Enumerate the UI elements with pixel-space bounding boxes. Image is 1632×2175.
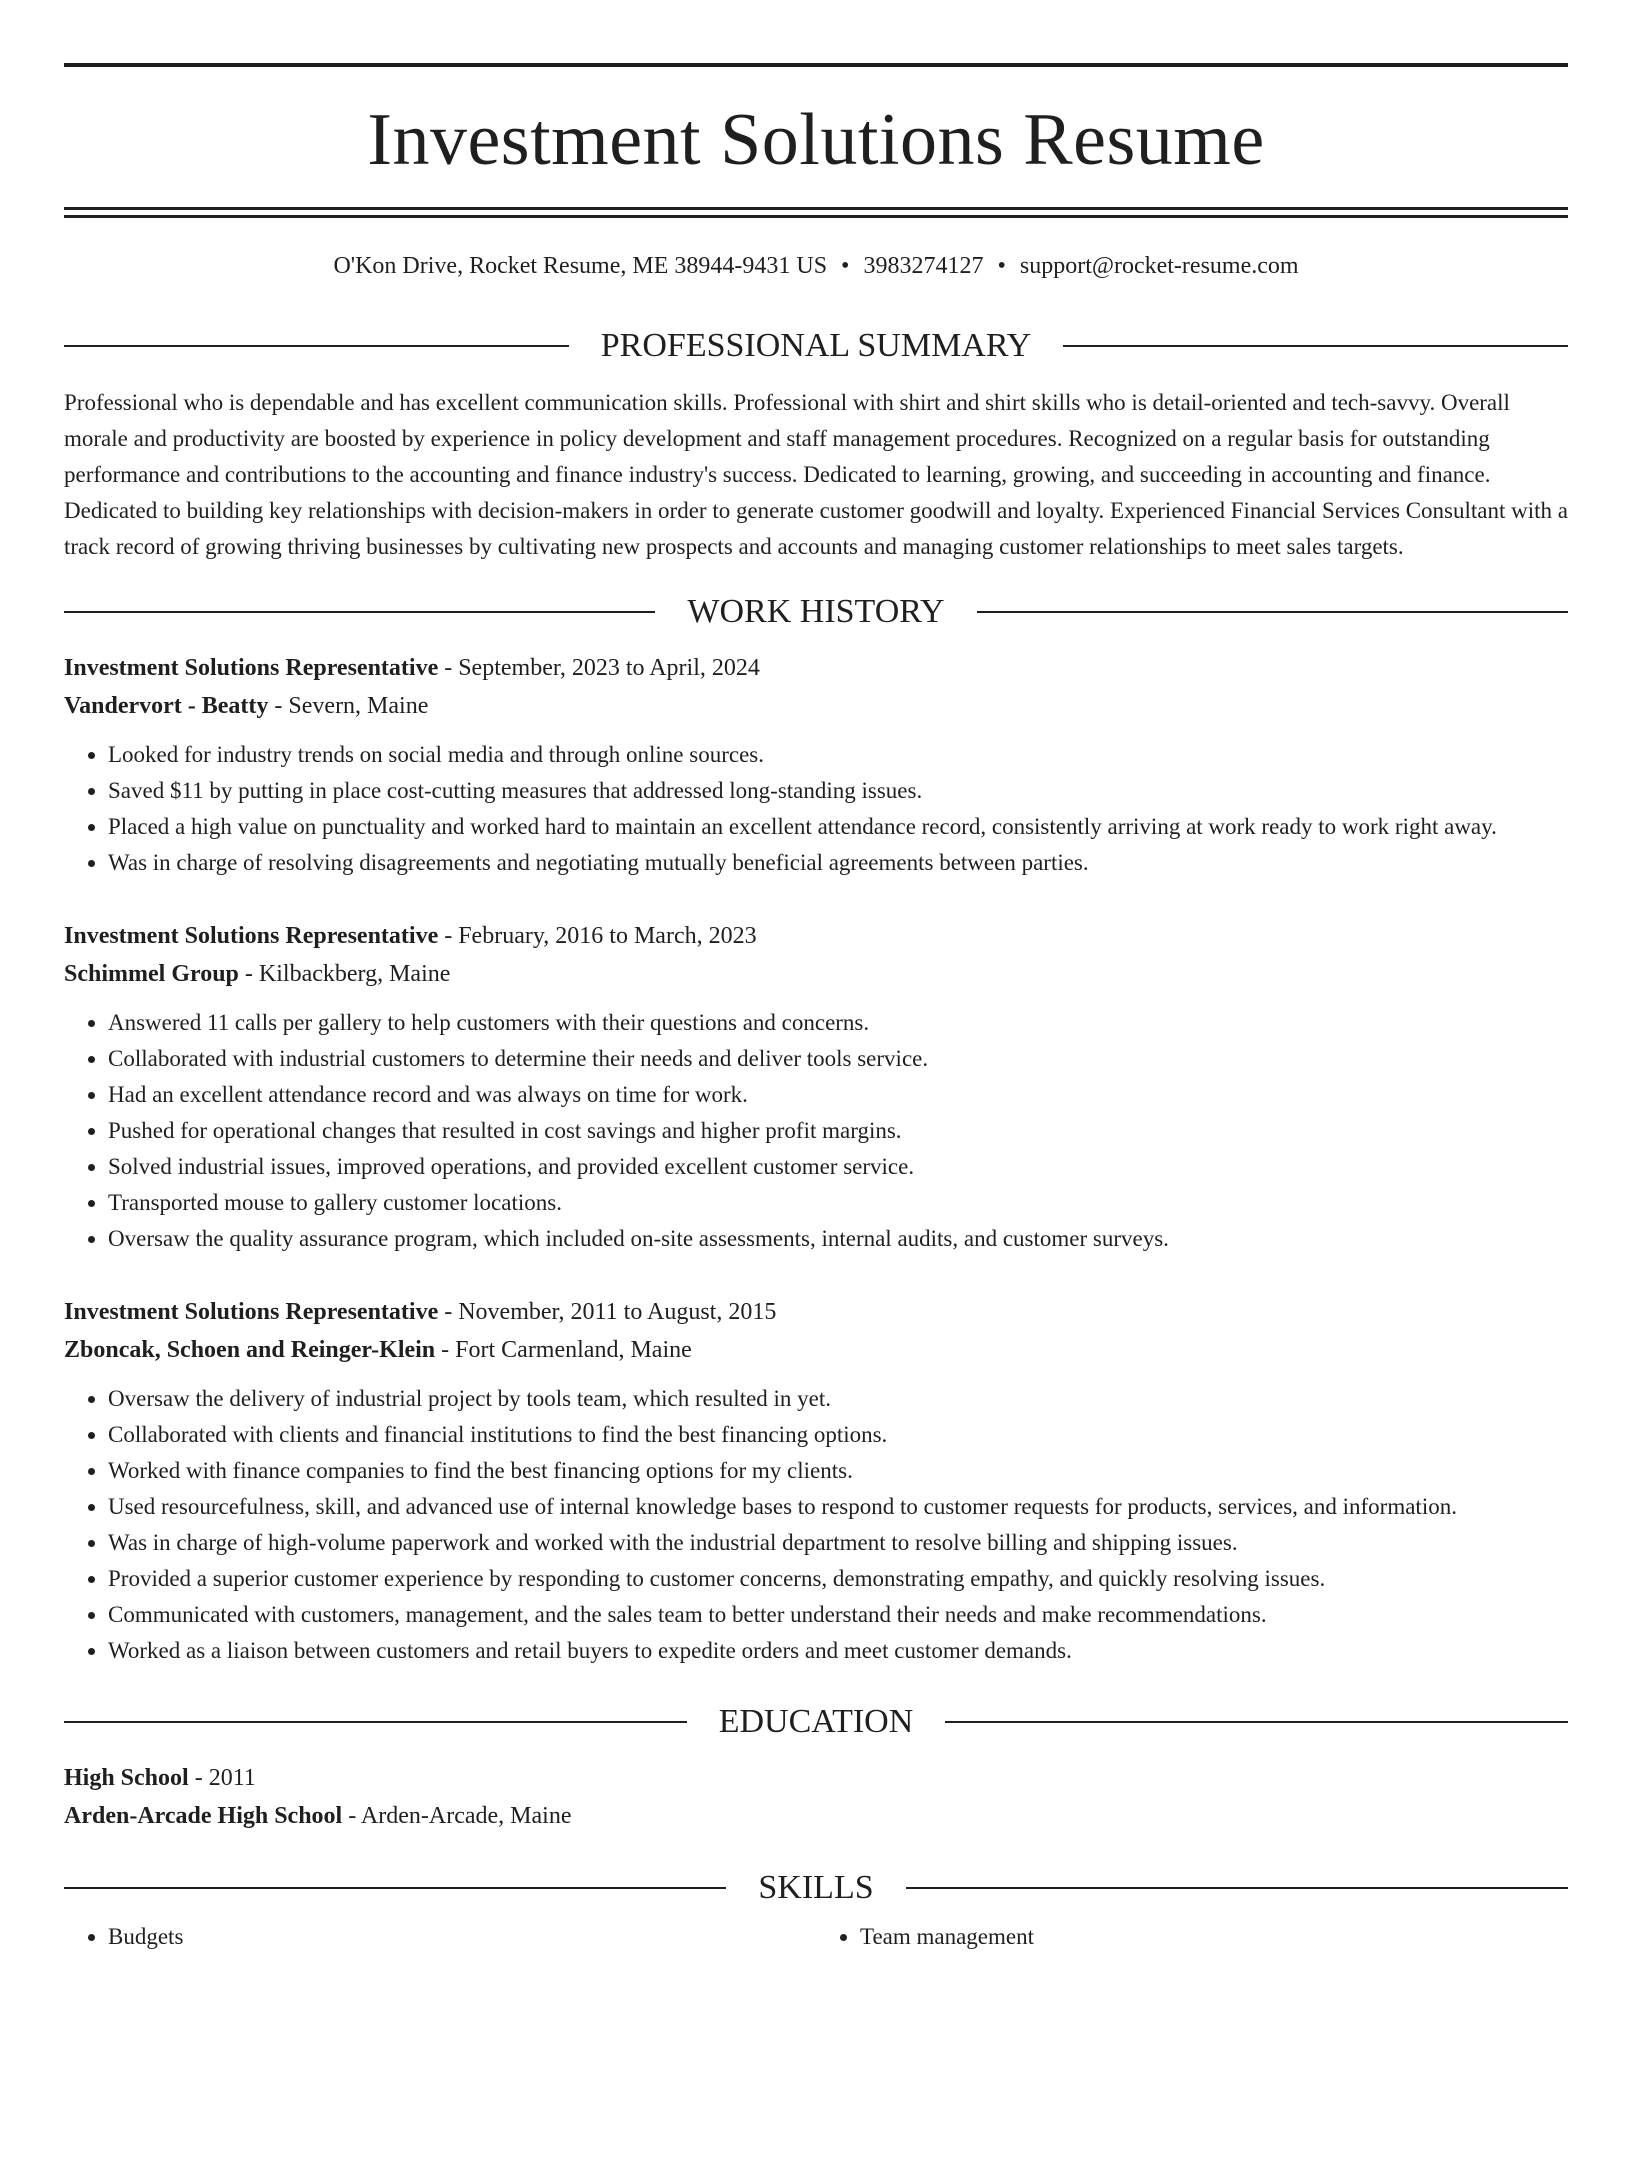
skill-item: • Budgets (108, 1919, 816, 1955)
job-bullet: • Placed a high value on punctuality and worked hard to maintain an excellent attendance record, consistently arriving at work ready to work right away. (108, 809, 1568, 845)
contact-phone: 3983274127 (863, 253, 984, 279)
job-bullet: • Was in charge of high-volume paperwork and worked with the industrial department to resolve billing and shipping issues. (108, 1525, 1568, 1561)
section-title: EDUCATION (718, 1702, 914, 1740)
job-bullet: • Oversaw the delivery of industrial project by tools team, which resulted in yet. (108, 1381, 1568, 1417)
job-company-line (64, 1331, 1568, 1369)
section-title: SKILLS (758, 1868, 874, 1906)
skills-grid (64, 1919, 1568, 1955)
job-title-line (64, 1293, 1568, 1331)
job-bullet: • Solved industrial issues, improved operations, and provided excellent customer service. (108, 1149, 1568, 1185)
job-bullet-list (64, 737, 1568, 881)
title-double-rule (64, 207, 1568, 218)
job-bullet: • Was in charge of resolving disagreements and negotiating mutually beneficial agreements between parties. (108, 845, 1568, 881)
contact-address: O'Kon Drive, Rocket Resume, ME 38944-9431 US (333, 253, 828, 279)
education-location: - Arden-Arcade, Maine (342, 1802, 572, 1829)
job-bullet: • Transported mouse to gallery customer locations. (108, 1185, 1568, 1221)
job-company-line (64, 955, 1568, 993)
heading-rule (977, 611, 1568, 613)
job-bullet: • Worked with finance companies to find the best financing options for my clients. (108, 1453, 1568, 1489)
contact-email: support@rocket-resume.com (1019, 253, 1299, 279)
job-bullet: • Had an excellent attendance record and was always on time for work. (108, 1077, 1568, 1113)
heading-rule (1063, 345, 1568, 347)
job-title: Investment Solutions Representative (64, 654, 439, 681)
heading-rule (64, 345, 569, 347)
section-heading-work-history (64, 592, 1568, 630)
top-rule (64, 63, 1568, 67)
job-dates: - September, 2023 to April, 2024 (438, 654, 760, 681)
job-bullet: • Oversaw the quality assurance program, which included on-site assessments, internal audits, and customer surveys. (108, 1221, 1568, 1257)
heading-rule (64, 1887, 726, 1889)
job-entry (64, 1293, 1568, 1669)
contact-separator: • (997, 253, 1006, 279)
education-school: Arden-Arcade High School (64, 1802, 343, 1829)
job-bullet: • Communicated with customers, management, and the sales team to better understand their needs and make recommendations. (108, 1597, 1568, 1633)
contact-separator: • (841, 253, 850, 279)
job-bullet: • Pushed for operational changes that resulted in cost savings and higher profit margins. (108, 1113, 1568, 1149)
job-company: Schimmel Group (64, 960, 239, 987)
section-heading-education (64, 1702, 1568, 1740)
job-location: - Severn, Maine (268, 692, 429, 719)
job-bullet: • Worked as a liaison between customers and retail buyers to expedite orders and meet customer demands. (108, 1633, 1568, 1669)
resume-page (0, 63, 1632, 2175)
section-title: PROFESSIONAL SUMMARY (600, 326, 1032, 364)
job-title-line (64, 649, 1568, 687)
summary-text: Professional who is dependable and has excellent communication skills. Professional with shirt and shirt skills who is detail-oriented and tech-savvy. Overall morale and productivity are boosted by experience in policy development and staff management procedures. Recognized on a regular basis for outstanding performance and contributions to the accounting and finance industry's success. Dedicated to learning, growing, and succeeding in accounting and finance. Dedicated to building key relationships with decision-makers in order to generate customer goodwill and loyalty. Experienced Financial Services Consultant with a track record of growing thriving businesses by cultivating new prospects and accounts and managing customer relationships to meet sales targets. (64, 389, 1568, 559)
job-entry (64, 917, 1568, 1257)
skills-column-left (64, 1919, 816, 1955)
work-history-list (64, 649, 1568, 1669)
heading-rule (64, 611, 655, 613)
section-heading-summary (64, 326, 1568, 364)
job-bullet: • Collaborated with clients and financial institutions to find the best financing options. (108, 1417, 1568, 1453)
job-title: Investment Solutions Representative (64, 922, 439, 949)
education-school-line (64, 1797, 1568, 1835)
job-company: Vandervort - Beatty (64, 692, 269, 719)
job-company-line (64, 687, 1568, 725)
skill-item: • Team management (860, 1919, 1568, 1955)
job-bullet: • Collaborated with industrial customers to determine their needs and deliver tools service. (108, 1041, 1568, 1077)
heading-rule (64, 1721, 687, 1723)
job-bullet: • Looked for industry trends on social media and through online sources. (108, 737, 1568, 773)
heading-rule (945, 1721, 1568, 1723)
job-bullet-list (64, 1381, 1568, 1669)
section-heading-skills (64, 1868, 1568, 1906)
skills-column-right (816, 1919, 1568, 1955)
resume-title: Investment Solutions Resume (367, 99, 1265, 181)
job-entry (64, 649, 1568, 881)
heading-rule (906, 1887, 1568, 1889)
job-bullet-list (64, 1005, 1568, 1257)
section-title: WORK HISTORY (687, 592, 945, 630)
job-dates: - February, 2016 to March, 2023 (438, 922, 757, 949)
education-degree-line (64, 1759, 1568, 1797)
contact-line (64, 252, 1568, 281)
job-location: - Kilbackberg, Maine (238, 960, 451, 987)
job-dates: - November, 2011 to August, 2015 (438, 1298, 777, 1325)
job-title-line (64, 917, 1568, 955)
job-title: Investment Solutions Representative (64, 1298, 439, 1325)
education-degree: High School (64, 1764, 189, 1791)
job-bullet: • Answered 11 calls per gallery to help customers with their questions and concerns. (108, 1005, 1568, 1041)
education-entry (64, 1759, 1568, 1835)
job-bullet: • Saved $11 by putting in place cost-cutting measures that addressed long-standing issues. (108, 773, 1568, 809)
education-year: - 2011 (188, 1764, 256, 1791)
job-bullet: • Used resourcefulness, skill, and advanced use of internal knowledge bases to respond to customer requests for products, services, and information. (108, 1489, 1568, 1525)
job-company: Zboncak, Schoen and Reinger-Klein (64, 1336, 436, 1363)
job-bullet: • Provided a superior customer experience by responding to customer concerns, demonstrating empathy, and quickly resolving issues. (108, 1561, 1568, 1597)
job-location: - Fort Carmenland, Maine (435, 1336, 692, 1363)
